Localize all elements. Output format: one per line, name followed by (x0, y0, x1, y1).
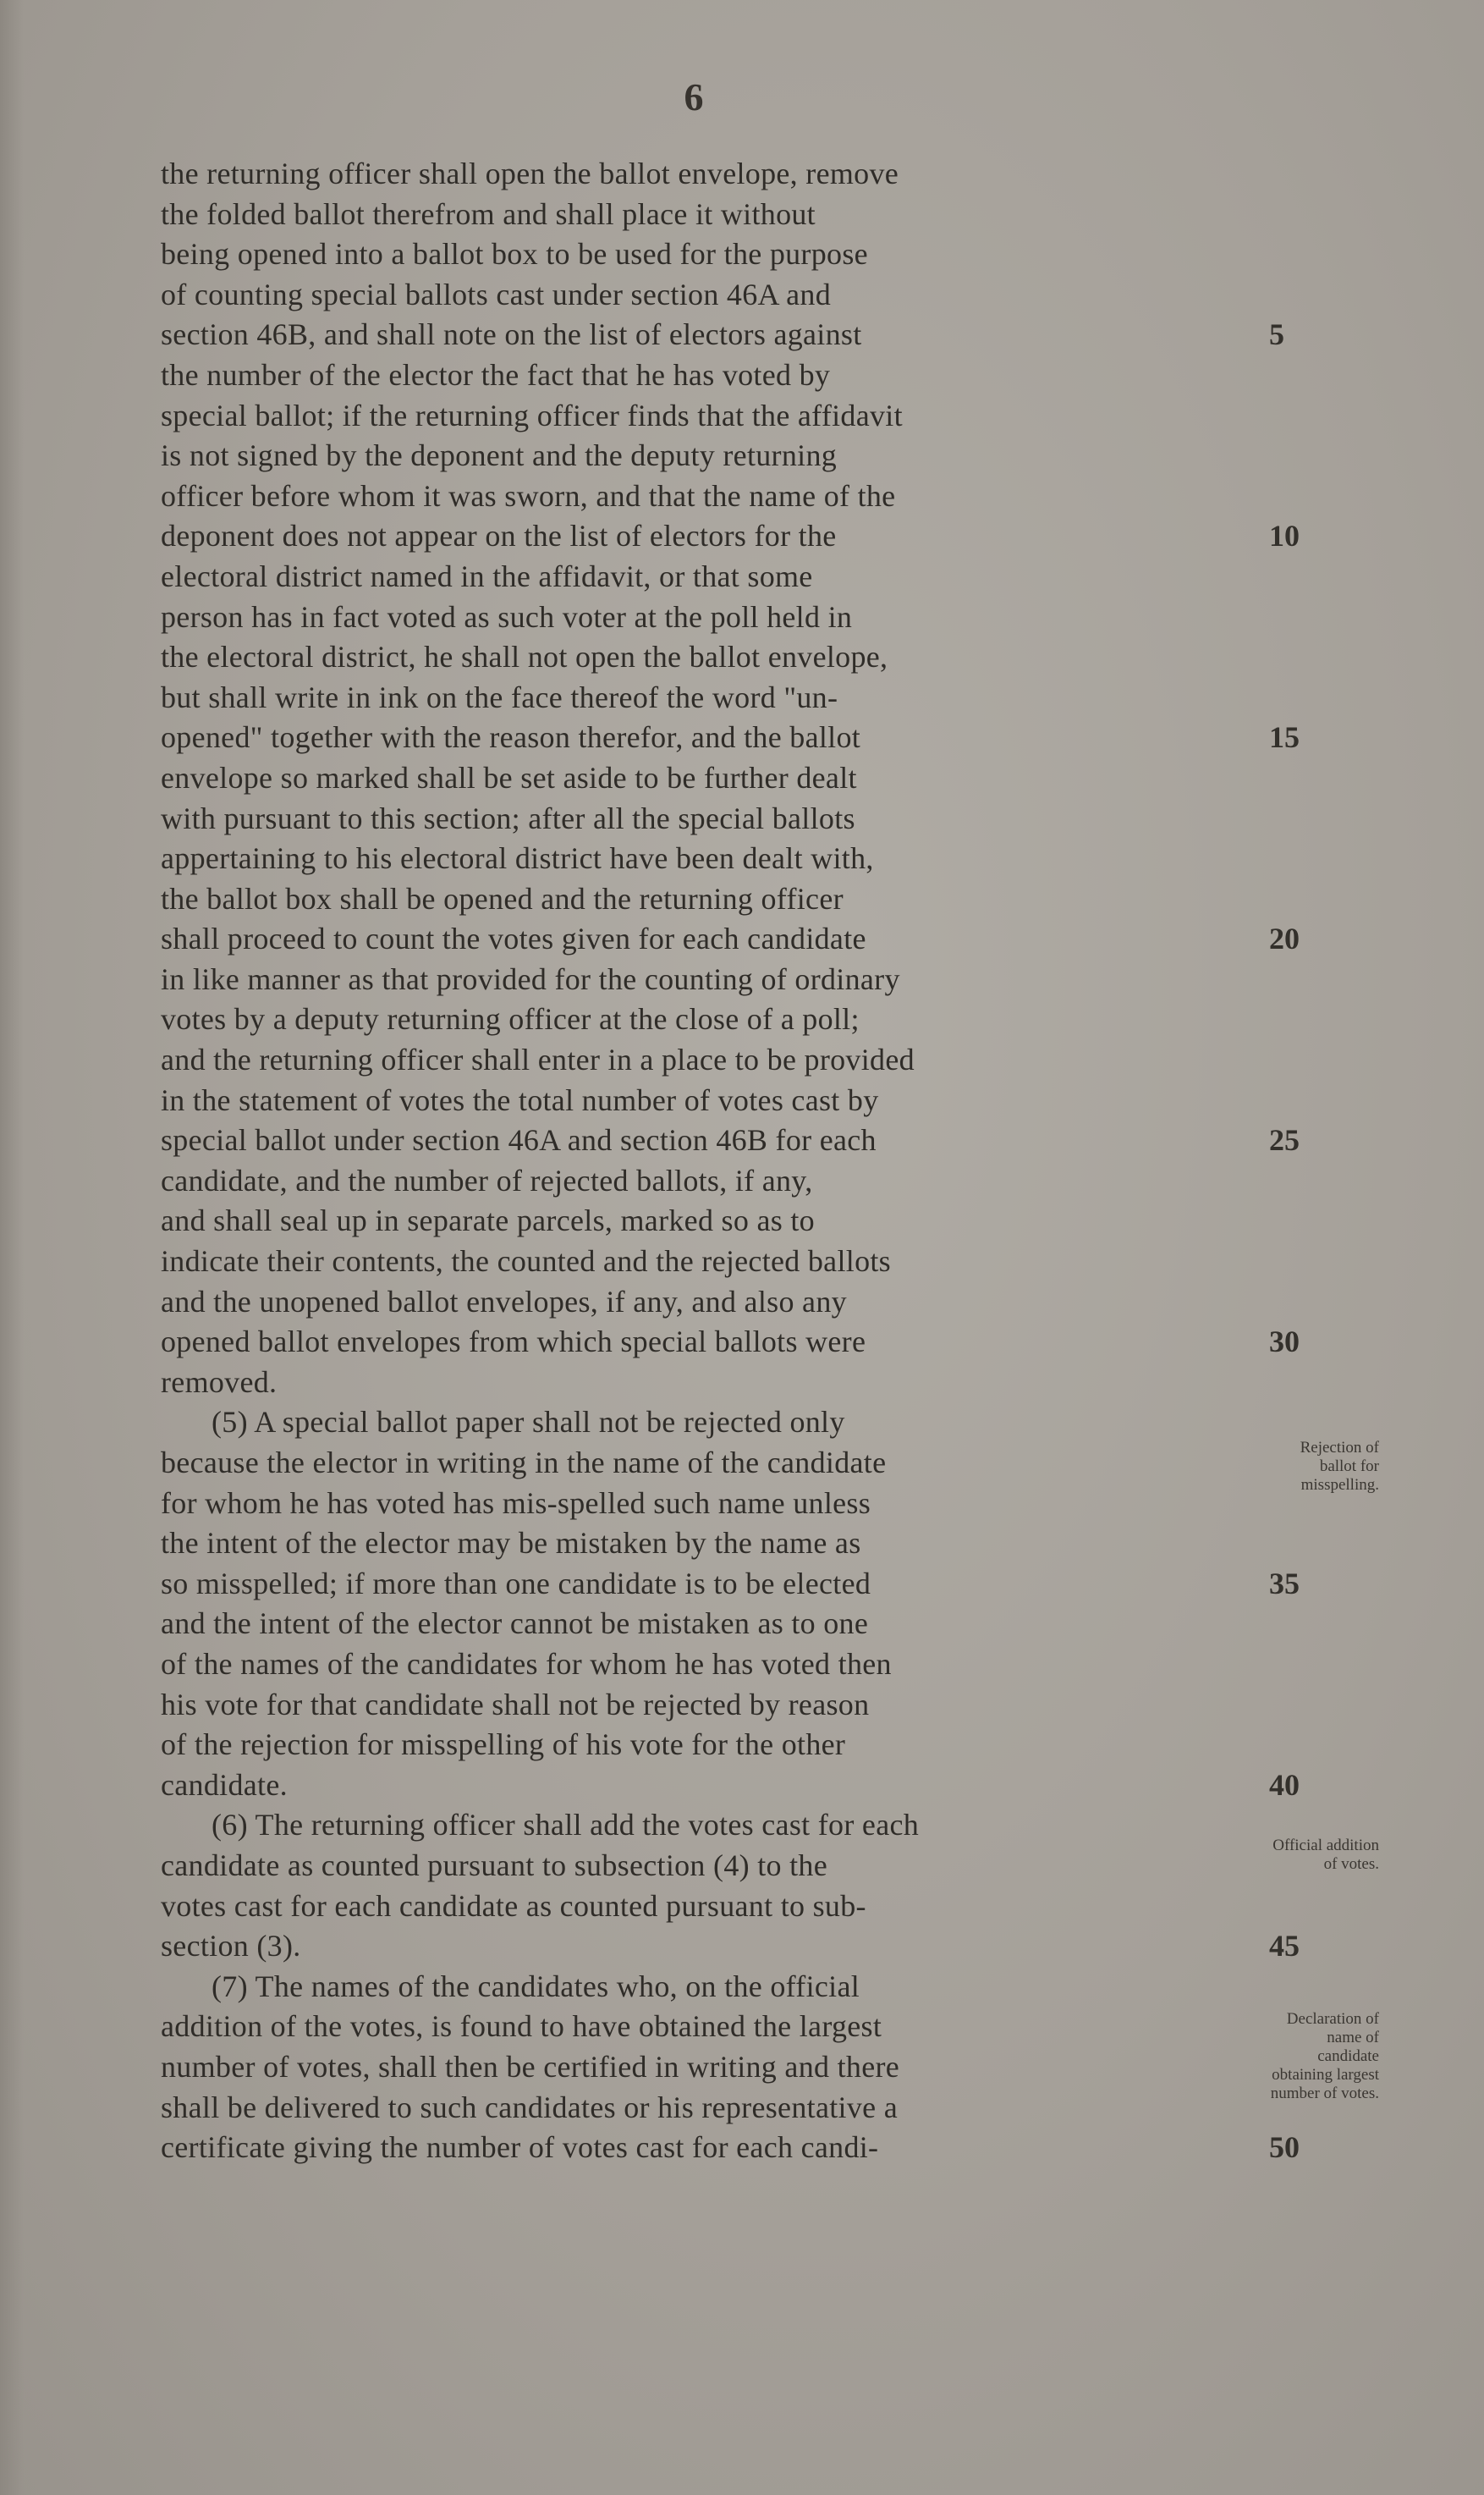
text-line: (5) A special ballot paper shall not be rejected only (212, 1405, 845, 1440)
text-line: candidate. (161, 1767, 288, 1802)
text-line: in like manner as that provided for the counting of ordinary (161, 961, 900, 996)
line-number: 20 (1269, 922, 1300, 956)
text-line: special ballot; if the returning officer finds that the affidavit (161, 398, 903, 432)
body-text (161, 154, 1294, 2168)
text-line: votes by a deputy returning officer at the close of a poll; (161, 1002, 860, 1037)
text-line: certificate giving the number of votes cast for each candi- (161, 2130, 879, 2165)
text-line: indicate their contents, the counted and the rejected ballots (161, 1244, 891, 1279)
line-number: 25 (1269, 1123, 1300, 1158)
text-line: but shall write in ink on the face thereof the word "un- (161, 680, 838, 714)
line-number: 50 (1269, 2130, 1300, 2165)
text-line: removed. (161, 1364, 278, 1399)
text-line: the electoral district, he shall not open the ballot envelope, (161, 640, 888, 675)
page-number: 6 (684, 75, 704, 118)
text-line: opened ballot envelopes from which special ballots were (161, 1325, 866, 1359)
text-line: and shall seal up in separate parcels, marked so as to (161, 1203, 815, 1238)
text-line: officer before whom it was sworn, and that the name of the (161, 478, 896, 513)
text-line: (7) The names of the candidates who, on the official (212, 1969, 860, 2003)
text-line: being opened into a ballot box to be used for the purpose (161, 237, 868, 272)
text-line: because the elector in writing in the name of the candidate (161, 1446, 887, 1479)
line-number: 15 (1269, 720, 1300, 755)
text-line: (6) The returning officer shall add the votes cast for each (212, 1808, 920, 1842)
margin-note-official-addition: Official addition of votes. (1272, 1837, 1379, 1873)
text-line: of counting special ballots cast under section 46A and (161, 277, 832, 311)
text-line: and the returning officer shall enter in a place to be provided (161, 1043, 915, 1077)
text-line: is not signed by the deponent and the deputy returning (161, 438, 838, 473)
line-number: 10 (1269, 519, 1300, 554)
text-line: section (3). (161, 1929, 301, 1964)
text-line: deponent does not appear on the list of electors for the (161, 519, 837, 554)
text-line: the folded ballot therefrom and shall place it without (161, 196, 816, 231)
text-line: the ballot box shall be opened and the returning officer (161, 881, 844, 916)
text-line: and the unopened ballot envelopes, if any, and also any (161, 1284, 847, 1319)
text-line: in the statement of votes the total number of votes cast by (161, 1082, 879, 1117)
text-line: electoral district named in the affidavit, or that some (161, 559, 813, 593)
text-line: shall be delivered to such candidates or his representative a (161, 2090, 898, 2124)
text-line: his vote for that candidate shall not be rejected by reason (161, 1687, 870, 1721)
margin-note-rejection: Rejection of ballot for misspelling. (1300, 1439, 1379, 1494)
text-line: appertaining to his electoral district have been dealt with, (161, 841, 874, 876)
text-line: so misspelled; if more than one candidate is to be elected (161, 1566, 871, 1600)
text-line: candidate, and the number of rejected ballots, if any, (161, 1163, 813, 1198)
text-line: votes cast for each candidate as counted pursuant to sub- (161, 1888, 866, 1923)
text-line: and the intent of the elector cannot be mistaken as to one (161, 1606, 869, 1641)
text-line: the intent of the elector may be mistaken by the name as (161, 1526, 861, 1561)
text-line: opened" together with the reason therefor, and the ballot (161, 720, 861, 755)
text-line: special ballot under section 46A and section 46B for each (161, 1123, 877, 1158)
text-line: with pursuant to this section; after all the special ballots (161, 801, 855, 835)
line-number: 35 (1269, 1567, 1300, 1600)
text-line: section 46B, and shall note on the list of electors against (161, 317, 862, 352)
text-line: the number of the elector the fact that he has voted by (161, 357, 831, 392)
text-line: shall proceed to count the votes given for each candidate (161, 922, 866, 956)
line-number: 40 (1269, 1768, 1300, 1802)
text-line: candidate as counted pursuant to subsection (4) to the (161, 1848, 827, 1882)
line-number: 30 (1269, 1325, 1300, 1359)
text-line: the returning officer shall open the ballot envelope, remove (161, 157, 899, 190)
text-line: of the rejection for misspelling of his vote for the other (161, 1727, 846, 1762)
text-line: envelope so marked shall be set aside to be further dealt (161, 760, 857, 795)
text-line: number of votes, shall then be certified in writing and there (161, 2049, 900, 2084)
text-line: of the names of the candidates for whom he has voted then (161, 1646, 892, 1681)
line-number: 5 (1269, 317, 1284, 352)
text-line: person has in fact voted as such voter at the poll held in (161, 599, 853, 634)
text-line: for whom he has voted has mis-spelled such name unless (161, 1485, 871, 1520)
text-line: addition of the votes, is found to have obtained the largest (161, 2009, 882, 2044)
page-edge-shadow (0, 0, 24, 2495)
margin-note-declaration: Declaration of name of candidate obtaining largest number of votes. (1270, 2010, 1379, 2102)
line-number: 45 (1269, 1929, 1300, 1964)
